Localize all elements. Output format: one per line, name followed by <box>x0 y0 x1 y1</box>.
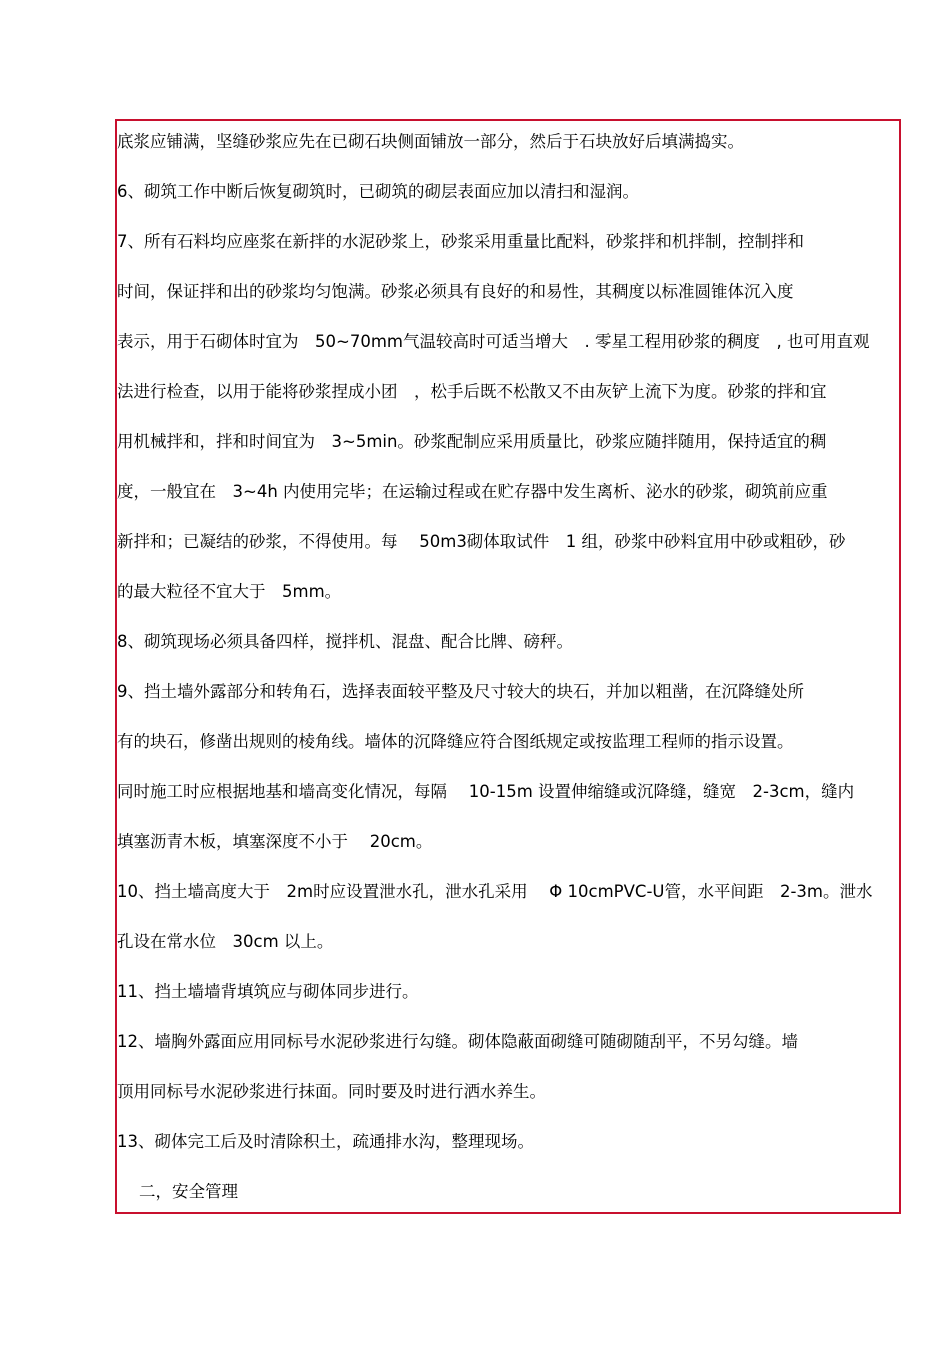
text-line: 有的块石，修凿出规则的棱角线。墙体的沉降缝应符合图纸规定或按监理工程师的指示设置。 <box>117 732 794 751</box>
text-line: 8、砌筑现场必须具备四样，搅拌机、混盘、配合比牌、磅秤。 <box>117 632 573 651</box>
text-line: 用机械拌和，拌和时间宜为 3~5min。砂浆配制应采用质量比，砂浆应随拌随用，保持适宜的稠 <box>117 432 827 451</box>
section-heading: 二，安全管理 <box>139 1182 238 1201</box>
text-line: 顶用同标号水泥砂浆进行抹面。同时要及时进行洒水养生。 <box>117 1082 546 1101</box>
text-line: 10、挡土墙高度大于 2m时应设置泄水孔，泄水孔采用 Φ 10cmPVC-U管，水平间距 2-3m。泄水 <box>117 882 873 901</box>
text-line: 11、挡土墙墙背填筑应与砌体同步进行。 <box>117 982 419 1001</box>
text-line: 的最大粒径不宜大于 5mm。 <box>117 582 342 601</box>
text-line: 底浆应铺满，坚缝砂浆应先在已砌石块侧面铺放一部分，然后于石块放好后填满捣实。 <box>117 132 744 151</box>
text-line: 12、墙胸外露面应用同标号水泥砂浆进行勾缝。砌体隐蔽面砌缝可随砌随刮平，不另勾缝。墙 <box>117 1032 798 1051</box>
text-line: 填塞沥青木板，填塞深度不小于 20cm。 <box>117 832 433 851</box>
text-line: 同时施工时应根据地基和墙高变化情况，每隔 10-15m 设置伸缩缝或沉降缝，缝宽 2-3cm，缝内 <box>117 782 855 801</box>
text-line: 9、挡土墙外露部分和转角石，选择表面较平整及尺寸较大的块石，并加以粗凿，在沉降缝处所 <box>117 682 804 701</box>
text-line: 13、砌体完工后及时清除积土，疏通排水沟，整理现场。 <box>117 1132 534 1151</box>
text-line: 6、砌筑工作中断后恢复砌筑时，已砌筑的砌层表面应加以清扫和湿润。 <box>117 182 639 201</box>
text-line: 表示，用于石砌体时宜为 50~70mm气温较高时可适当增大 . 零星工程用砂浆的稠度 , 也可用直观 <box>117 332 870 351</box>
text-line: 时间，保证拌和出的砂浆均匀饱满。砂浆必须具有良好的和易性，其稠度以标准圆锥体沉入度 <box>117 282 794 301</box>
text-line: 7、所有石料均应座浆在新拌的水泥砂浆上，砂浆采用重量比配料，砂浆拌和机拌制，控制拌和 <box>117 232 804 251</box>
text-line: 度，一般宜在 3~4h 内使用完毕；在运输过程或在贮存器中发生离析、泌水的砂浆，砌筑前应重 <box>117 482 828 501</box>
text-line: 孔设在常水位 30cm 以上。 <box>117 932 334 951</box>
text-line: 新拌和；已凝结的砂浆，不得使用。每 50m3砌体取试件 1 组，砂浆中砂料宜用中砂或粗砂，砂 <box>117 532 846 551</box>
text-line: 法进行检查，以用于能将砂浆捏成小团 ，松手后既不松散又不由灰铲上流下为度。砂浆的拌和宜 <box>117 382 827 401</box>
